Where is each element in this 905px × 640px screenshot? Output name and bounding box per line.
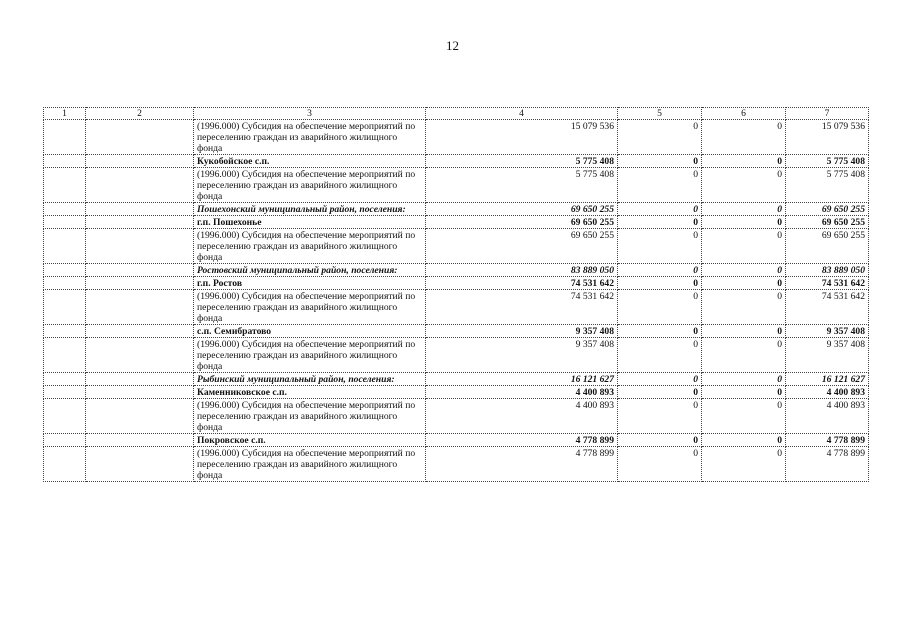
- column-header: 1: [44, 108, 86, 120]
- row-amount-cell: 4 400 893: [426, 386, 618, 399]
- row-col-2-cell: [86, 203, 194, 216]
- row-col-5-cell: 0: [618, 229, 702, 264]
- table-row: [44, 120, 869, 155]
- row-col-6-cell: 0: [702, 203, 786, 216]
- row-col-2-cell: [86, 447, 194, 482]
- row-col-5-cell: 0: [618, 203, 702, 216]
- row-total-cell: 74 531 642: [786, 290, 869, 325]
- table-row: [44, 290, 869, 325]
- row-name-cell: (1996.000) Субсидия на обеспечение мероприятий по переселению граждан из аварийного жилищного фонда: [194, 338, 426, 373]
- row-col-2-cell: [86, 338, 194, 373]
- row-total-cell: 4 400 893: [786, 386, 869, 399]
- row-amount-cell: 5 775 408: [426, 168, 618, 203]
- row-name-cell: г.п. Ростов: [194, 277, 426, 290]
- row-name-cell: Ростовский муниципальный район, поселения:: [194, 264, 426, 277]
- row-col-5-cell: 0: [618, 216, 702, 229]
- row-col-2-cell: [86, 290, 194, 325]
- row-col-5-cell: 0: [618, 155, 702, 168]
- row-amount-cell: 16 121 627: [426, 373, 618, 386]
- column-header: 4: [426, 108, 618, 120]
- row-col-1-cell: [44, 168, 86, 203]
- row-col-5-cell: 0: [618, 447, 702, 482]
- table-row: [44, 168, 869, 203]
- table-row: [44, 338, 869, 373]
- row-col-2-cell: [86, 229, 194, 264]
- row-col-6-cell: 0: [702, 325, 786, 338]
- row-col-5-cell: 0: [618, 264, 702, 277]
- row-col-6-cell: 0: [702, 399, 786, 434]
- row-col-2-cell: [86, 434, 194, 447]
- row-col-5-cell: 0: [618, 277, 702, 290]
- table-row: [44, 277, 869, 290]
- column-header: 7: [786, 108, 869, 120]
- row-total-cell: 74 531 642: [786, 277, 869, 290]
- row-col-1-cell: [44, 434, 86, 447]
- row-col-6-cell: 0: [702, 373, 786, 386]
- row-col-6-cell: 0: [702, 155, 786, 168]
- table-row: [44, 155, 869, 168]
- row-name-cell: (1996.000) Субсидия на обеспечение мероприятий по переселению граждан из аварийного жилищного фонда: [194, 399, 426, 434]
- row-col-1-cell: [44, 203, 86, 216]
- row-col-2-cell: [86, 155, 194, 168]
- row-total-cell: 5 775 408: [786, 155, 869, 168]
- table-row: [44, 203, 869, 216]
- row-col-1-cell: [44, 229, 86, 264]
- row-total-cell: 5 775 408: [786, 168, 869, 203]
- table-body: [44, 120, 869, 482]
- row-amount-cell: 4 400 893: [426, 399, 618, 434]
- column-header: 6: [702, 108, 786, 120]
- table-row: [44, 447, 869, 482]
- row-col-2-cell: [86, 168, 194, 203]
- budget-table: [43, 107, 869, 482]
- row-name-cell: Покровское с.п.: [194, 434, 426, 447]
- table-row: [44, 373, 869, 386]
- row-amount-cell: 69 650 255: [426, 203, 618, 216]
- row-amount-cell: 4 778 899: [426, 434, 618, 447]
- row-amount-cell: 15 079 536: [426, 120, 618, 155]
- column-header: 3: [194, 108, 426, 120]
- page-number: 12: [446, 38, 459, 53]
- row-col-1-cell: [44, 155, 86, 168]
- row-name-cell: (1996.000) Субсидия на обеспечение мероприятий по переселению граждан из аварийного жилищного фонда: [194, 447, 426, 482]
- row-name-cell: (1996.000) Субсидия на обеспечение мероприятий по переселению граждан из аварийного жилищного фонда: [194, 290, 426, 325]
- row-amount-cell: 74 531 642: [426, 277, 618, 290]
- row-total-cell: 4 778 899: [786, 434, 869, 447]
- row-col-1-cell: [44, 373, 86, 386]
- row-col-6-cell: 0: [702, 264, 786, 277]
- row-total-cell: 9 357 408: [786, 338, 869, 373]
- row-name-cell: (1996.000) Субсидия на обеспечение мероприятий по переселению граждан из аварийного жилищного фонда: [194, 120, 426, 155]
- row-col-6-cell: 0: [702, 386, 786, 399]
- table-row: [44, 325, 869, 338]
- row-amount-cell: 9 357 408: [426, 325, 618, 338]
- table-row: [44, 264, 869, 277]
- table-row: [44, 434, 869, 447]
- row-col-5-cell: 0: [618, 120, 702, 155]
- row-name-cell: Рыбинский муниципальный район, поселения:: [194, 373, 426, 386]
- row-name-cell: г.п. Пошехонье: [194, 216, 426, 229]
- row-col-5-cell: 0: [618, 290, 702, 325]
- row-col-5-cell: 0: [618, 338, 702, 373]
- row-col-6-cell: 0: [702, 290, 786, 325]
- row-total-cell: 83 889 050: [786, 264, 869, 277]
- row-col-1-cell: [44, 338, 86, 373]
- row-col-2-cell: [86, 399, 194, 434]
- row-col-1-cell: [44, 264, 86, 277]
- row-name-cell: с.п. Семибратово: [194, 325, 426, 338]
- row-col-2-cell: [86, 373, 194, 386]
- row-col-2-cell: [86, 386, 194, 399]
- row-col-1-cell: [44, 277, 86, 290]
- row-amount-cell: 4 778 899: [426, 447, 618, 482]
- row-amount-cell: 9 357 408: [426, 338, 618, 373]
- row-total-cell: 69 650 255: [786, 203, 869, 216]
- row-col-6-cell: 0: [702, 434, 786, 447]
- row-col-6-cell: 0: [702, 120, 786, 155]
- row-col-1-cell: [44, 386, 86, 399]
- row-amount-cell: 83 889 050: [426, 264, 618, 277]
- row-col-1-cell: [44, 447, 86, 482]
- row-total-cell: 4 400 893: [786, 399, 869, 434]
- row-col-5-cell: 0: [618, 373, 702, 386]
- row-col-6-cell: 0: [702, 229, 786, 264]
- table-header-row: [44, 108, 869, 120]
- row-total-cell: 69 650 255: [786, 229, 869, 264]
- row-total-cell: 16 121 627: [786, 373, 869, 386]
- row-amount-cell: 5 775 408: [426, 155, 618, 168]
- row-amount-cell: 69 650 255: [426, 229, 618, 264]
- table-row: [44, 386, 869, 399]
- row-col-2-cell: [86, 216, 194, 229]
- row-name-cell: Пошехонский муниципальный район, поселения:: [194, 203, 426, 216]
- row-name-cell: Кукобойское с.п.: [194, 155, 426, 168]
- table-row: [44, 399, 869, 434]
- row-col-5-cell: 0: [618, 325, 702, 338]
- row-col-2-cell: [86, 264, 194, 277]
- row-name-cell: (1996.000) Субсидия на обеспечение мероприятий по переселению граждан из аварийного жилищного фонда: [194, 168, 426, 203]
- row-amount-cell: 69 650 255: [426, 216, 618, 229]
- row-col-1-cell: [44, 325, 86, 338]
- row-name-cell: Каменниковское с.п.: [194, 386, 426, 399]
- row-total-cell: 9 357 408: [786, 325, 869, 338]
- row-name-cell: (1996.000) Субсидия на обеспечение мероприятий по переселению граждан из аварийного жилищного фонда: [194, 229, 426, 264]
- row-col-2-cell: [86, 277, 194, 290]
- row-col-1-cell: [44, 120, 86, 155]
- row-total-cell: 69 650 255: [786, 216, 869, 229]
- row-col-2-cell: [86, 120, 194, 155]
- row-col-5-cell: 0: [618, 168, 702, 203]
- row-col-1-cell: [44, 399, 86, 434]
- row-total-cell: 15 079 536: [786, 120, 869, 155]
- row-col-2-cell: [86, 325, 194, 338]
- row-col-6-cell: 0: [702, 277, 786, 290]
- column-header: 5: [618, 108, 702, 120]
- row-col-6-cell: 0: [702, 216, 786, 229]
- row-col-5-cell: 0: [618, 434, 702, 447]
- table-row: [44, 216, 869, 229]
- row-total-cell: 4 778 899: [786, 447, 869, 482]
- row-col-6-cell: 0: [702, 168, 786, 203]
- column-header: 2: [86, 108, 194, 120]
- row-amount-cell: 74 531 642: [426, 290, 618, 325]
- row-col-1-cell: [44, 290, 86, 325]
- row-col-5-cell: 0: [618, 386, 702, 399]
- table-row: [44, 229, 869, 264]
- row-col-1-cell: [44, 216, 86, 229]
- row-col-6-cell: 0: [702, 338, 786, 373]
- row-col-5-cell: 0: [618, 399, 702, 434]
- row-col-6-cell: 0: [702, 447, 786, 482]
